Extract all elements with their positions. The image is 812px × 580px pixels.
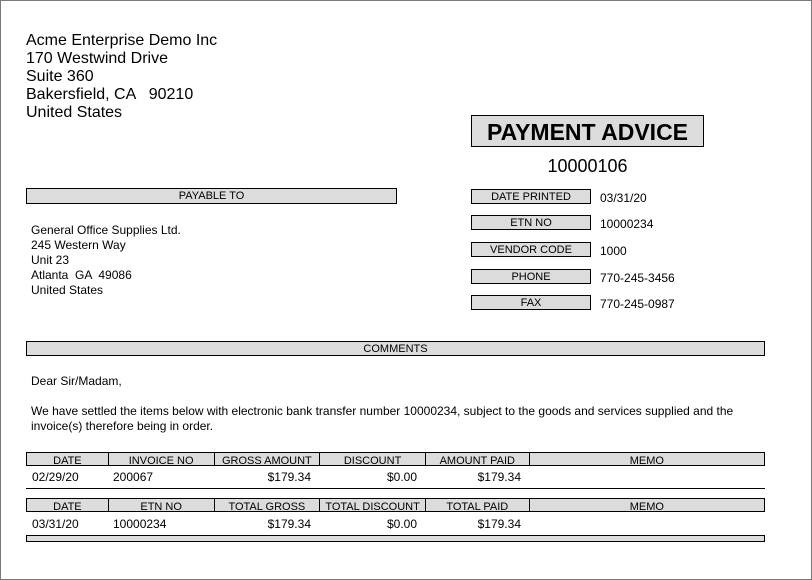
company-street: 170 Westwind Drive <box>26 50 168 67</box>
comments-greeting: Dear Sir/Madam, <box>31 374 122 388</box>
etn-no-value: 10000234 <box>600 217 654 231</box>
col-discount: DISCOUNT <box>319 453 425 465</box>
etn-no-label <box>471 215 591 230</box>
invoice-table-header <box>26 452 765 466</box>
payable-to-header-label: PAYABLE TO <box>178 190 245 202</box>
invoice-table-row <box>26 469 765 485</box>
row-gross: $179.34 <box>267 470 311 484</box>
document-footer-bar <box>26 535 765 542</box>
date-printed-value: 03/31/20 <box>600 191 647 205</box>
total-etn-no: 10000234 <box>113 517 167 531</box>
document-title: PAYMENT ADVICE <box>471 115 704 147</box>
phone-label <box>471 269 591 284</box>
total-paid: $179.34 <box>477 517 521 531</box>
payee-country: United States <box>31 283 104 297</box>
col-date: DATE <box>53 501 82 513</box>
fax-value: 770-245-0987 <box>600 297 675 311</box>
col-gross-amount: GROSS AMOUNT <box>214 453 320 465</box>
row-discount: $0.00 <box>386 470 417 484</box>
comments-body: We have settled the items below with electronic bank transfer number 10000234, subject to the goods and services supplied and the invoice(s) therefore being in order. <box>31 404 734 433</box>
payee-street: 245 Western Way <box>31 238 126 252</box>
payee-unit: Unit 23 <box>31 253 70 267</box>
etn-no-label-text: ETN NO <box>510 217 552 229</box>
totals-table-header <box>26 498 765 512</box>
col-invoice-no: INVOICE NO <box>108 453 214 465</box>
invoice-table-bottom-rule <box>26 488 765 489</box>
col-memo: MEMO <box>529 453 764 465</box>
col-date: DATE <box>53 455 82 467</box>
row-memo <box>529 469 765 485</box>
total-discount: $0.00 <box>386 517 417 531</box>
phone-value: 770-245-3456 <box>600 271 675 285</box>
row-paid: $179.34 <box>477 470 521 484</box>
comments-header-label: COMMENTS <box>363 343 428 355</box>
col-memo: MEMO <box>529 499 764 511</box>
totals-table-row <box>26 516 765 532</box>
total-memo <box>529 516 765 532</box>
col-total-discount: TOTAL DISCOUNT <box>319 499 425 511</box>
row-invoice-no: 200067 <box>113 470 154 484</box>
total-date: 03/31/20 <box>32 517 79 531</box>
fax-label-text: FAX <box>520 297 542 309</box>
fax-label <box>471 295 591 310</box>
col-total-gross: TOTAL GROSS <box>214 499 320 511</box>
document-number: 10000106 <box>547 156 628 176</box>
vendor-code-label-text: VENDOR CODE <box>490 244 572 256</box>
company-city: Bakersfield, CA 90210 <box>26 86 194 103</box>
total-gross: $179.34 <box>267 517 311 531</box>
company-suite: Suite 360 <box>26 68 94 85</box>
col-amount-paid: AMOUNT PAID <box>425 453 529 465</box>
phone-label-text: PHONE <box>511 271 551 283</box>
col-etn-no: ETN NO <box>108 499 214 511</box>
comments-header <box>26 341 765 356</box>
payee-city: Atlanta GA 49086 <box>31 268 132 282</box>
company-country: United States <box>26 104 123 121</box>
vendor-code-label <box>471 242 591 257</box>
row-date: 02/29/20 <box>32 470 79 484</box>
payable-to-header <box>26 188 397 204</box>
date-printed-label <box>471 189 591 204</box>
vendor-code-value: 1000 <box>600 244 627 258</box>
col-total-paid: TOTAL PAID <box>425 499 529 511</box>
date-printed-label-text: DATE PRINTED <box>491 191 571 203</box>
company-name: Acme Enterprise Demo Inc <box>26 32 218 49</box>
payee-name: General Office Supplies Ltd. <box>31 223 181 237</box>
